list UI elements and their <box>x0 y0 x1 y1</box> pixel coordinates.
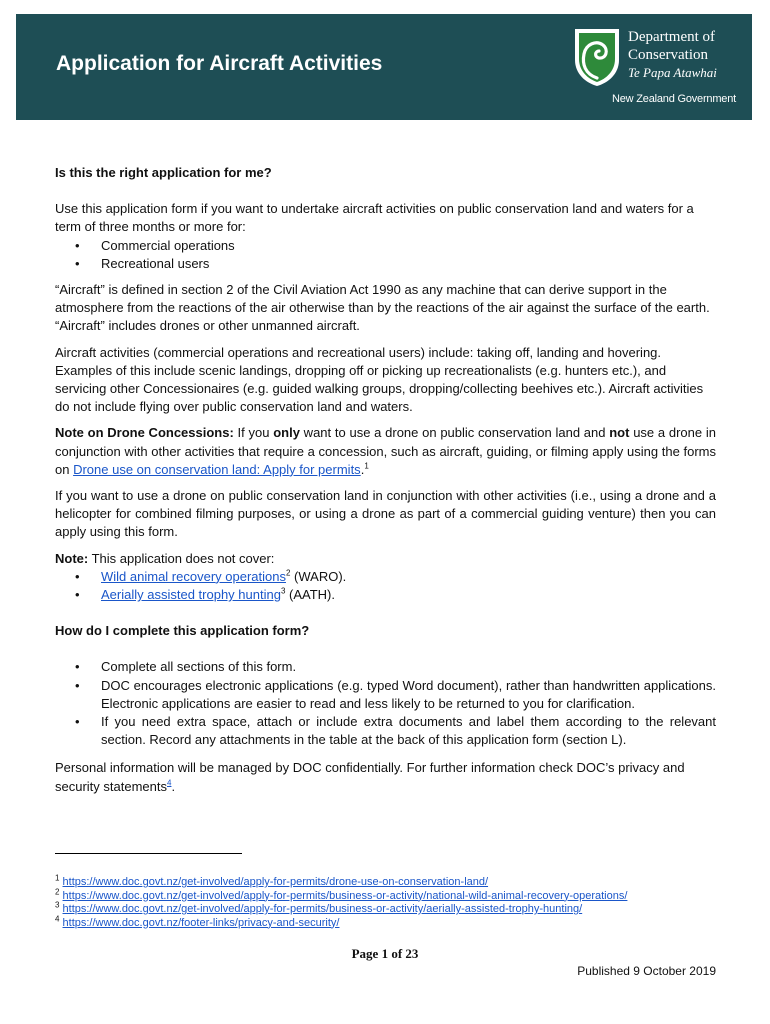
footnote <box>55 886 716 904</box>
footnotes <box>55 873 716 930</box>
aircraft-definition: “Aircraft” is defined in section 2 of the Civil Aviation Act 1990 as any machine that can derive support in the atmosphere from the reactions of the air otherwise than by the reactions of the air against the surface of the earth. “Aircraft” includes drones or other unmanned aircraft. <box>55 282 710 334</box>
list-item-text: Recreational users <box>101 255 210 271</box>
privacy-paragraph <box>55 759 716 795</box>
not-covered-list <box>55 568 716 604</box>
drone-note-label: Note on Drone Concessions: <box>55 425 234 441</box>
list-item <box>55 237 716 255</box>
footnote <box>55 900 716 917</box>
bullet-icon: • <box>75 677 80 693</box>
drone-note-not: not <box>609 425 630 441</box>
privacy-end: . <box>171 778 176 794</box>
page-of: of <box>388 946 406 961</box>
drone-combined-paragraph: If you want to use a drone on public conservation land in conjunction with other activities (i.e., using a drone and a helicopter for combined filming purposes, or using a drone as part of a commercial guiding venture) then you can apply using this form. <box>55 488 716 540</box>
list-item-text: Complete all sections of this form. <box>101 659 297 675</box>
note-text: This application does not cover: <box>88 550 275 566</box>
footnote-number: 2 <box>55 886 60 896</box>
nz-government-logo: New Zealand Government <box>612 93 736 105</box>
bullet-icon: • <box>75 714 80 730</box>
applicant-type-list <box>55 237 716 273</box>
bullet-icon: • <box>75 587 80 603</box>
logo-line-department: Department of <box>628 29 716 45</box>
footnote <box>55 913 716 931</box>
footnote-ref: 3 <box>280 586 286 596</box>
footnote-number: 3 <box>55 900 60 910</box>
intro-paragraph: Use this application form if you want to undertake aircraft activities on public conservation land and waters for a term of three months or more for: <box>55 201 694 235</box>
drone-permits-link[interactable]: Drone use on conservation land: Apply for permits <box>73 461 361 477</box>
list-item <box>55 677 716 713</box>
waro-link[interactable]: Wild animal recovery operations <box>101 568 286 584</box>
list-item-text: DOC encourages electronic applications (e.g. typed Word document), rather than handwritten applications. Electronic applications are easier to read and less likely to be returned to you for clarification. <box>101 677 716 711</box>
footnote-divider <box>55 853 242 854</box>
footnote-link[interactable]: https://www.doc.govt.nz/get-involved/apply-for-permits/drone-use-on-conservation-land/ <box>62 876 489 888</box>
header-banner <box>16 14 752 120</box>
footnote-link[interactable]: https://www.doc.govt.nz/get-involved/apply-for-permits/business-or-activity/aerially-assisted-trophy-hunting/ <box>62 903 583 915</box>
list-item-text: If you need extra space, attach or include extra documents and label them according to the relevant section. Record any attachments in the table at the back of this application form (section L). <box>101 714 716 748</box>
drone-note-text: use a drone in conjunction with other activities that require a concession, such as aircraft, guiding, or filming apply using the forms on <box>55 425 716 477</box>
list-item-text: Commercial operations <box>101 237 235 253</box>
footnote <box>55 873 716 890</box>
footnote-number: 1 <box>55 873 60 883</box>
footnote-ref[interactable]: 4 <box>167 778 172 788</box>
document-title: Application for Aircraft Activities <box>56 52 383 75</box>
doc-koru-shield-icon <box>572 26 622 88</box>
not-cover-note <box>55 550 716 568</box>
aath-link[interactable]: Aerially assisted trophy hunting <box>101 587 281 603</box>
drone-note-only: only <box>273 425 300 441</box>
drone-note <box>55 424 716 479</box>
document-body <box>55 164 716 796</box>
footnote-ref: 1 <box>364 461 369 471</box>
doc-logo-text <box>628 28 717 82</box>
footnote-number: 4 <box>55 913 60 923</box>
list-item <box>55 586 716 604</box>
published-date: Published 9 October 2019 <box>577 964 716 978</box>
page-current: 1 <box>381 946 389 961</box>
list-item <box>55 255 716 273</box>
bullet-icon: • <box>75 568 80 584</box>
logo-line-conservation: Conservation <box>628 47 708 63</box>
list-item <box>55 568 716 586</box>
aircraft-activities: Aircraft activities (commercial operations and recreational users) include: taking off, landing and hovering. Examples of this include scenic landings, dropping off or picking up recreationalists (e.g. hunters etc.), and servicing other Concessionaires (e.g. guided walking groups, dropping/collecting beehives etc.). Aircraft activities do not include flying over public conservation land and waters. <box>55 344 704 415</box>
bullet-icon: • <box>75 237 80 253</box>
privacy-text: Personal information will be managed by DOC confidentially. For further information check DOC’s privacy and security statements <box>55 760 685 794</box>
note-label: Note: <box>55 550 89 566</box>
intro-heading: Is this the right application for me? <box>55 165 272 180</box>
list-item <box>55 658 716 676</box>
list-item-text: (WARO). <box>290 568 347 584</box>
list-item-text: (AATH). <box>285 587 335 603</box>
footnote-ref: 2 <box>285 568 291 578</box>
complete-heading: How do I complete this application form? <box>55 623 310 639</box>
footnote-link[interactable]: https://www.doc.govt.nz/get-involved/apply-for-permits/business-or-activity/national-wild-animal-recovery-operations/ <box>62 889 628 902</box>
drone-note-text: . <box>360 461 365 477</box>
bullet-icon: • <box>75 255 80 271</box>
page-number <box>0 946 770 962</box>
bullet-icon: • <box>75 659 80 675</box>
logo-line-maori: Te Papa Atawhai <box>628 65 717 80</box>
drone-note-text: If you <box>233 425 274 441</box>
page-total: 23 <box>405 946 419 961</box>
page-prefix: Page <box>351 946 382 961</box>
footnote-link[interactable]: https://www.doc.govt.nz/footer-links/privacy-and-security/ <box>62 916 340 929</box>
list-item <box>55 713 716 749</box>
drone-note-text: want to use a drone on public conservation land and <box>299 425 610 441</box>
instructions-list <box>55 658 716 749</box>
